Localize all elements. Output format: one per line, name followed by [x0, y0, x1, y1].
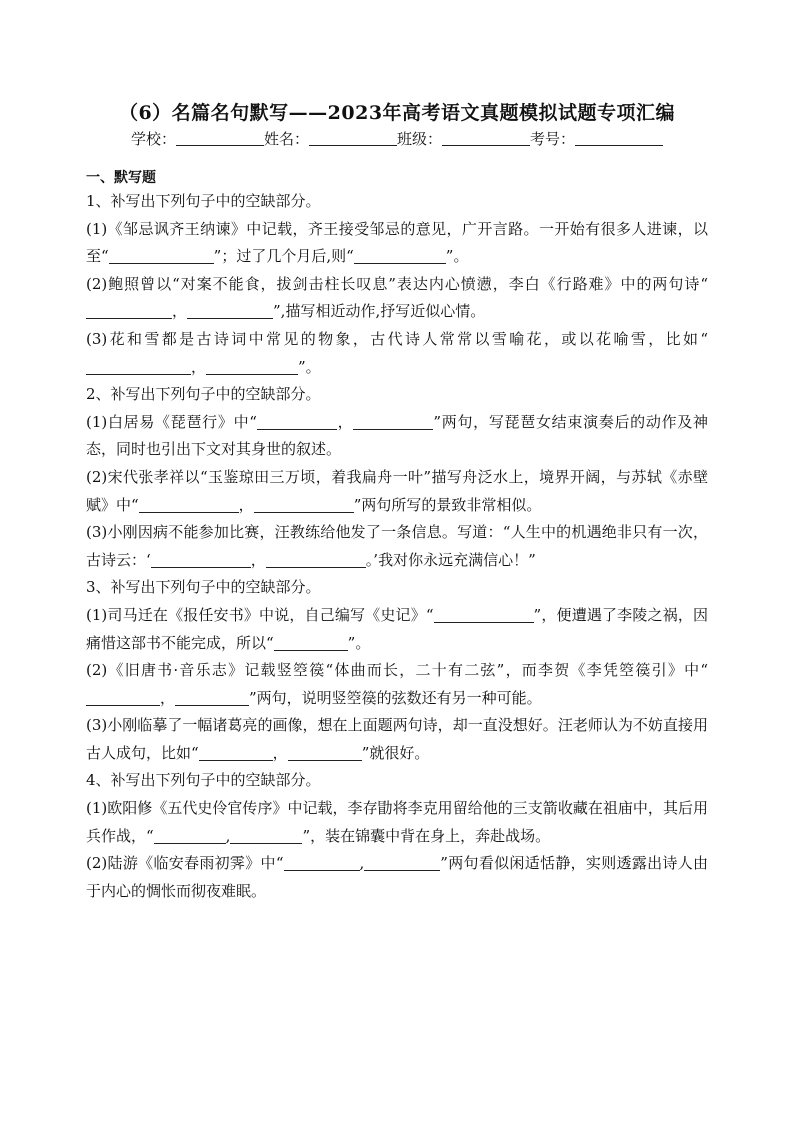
- answer-blank[interactable]: [139, 497, 239, 513]
- question-item: [86, 216, 708, 271]
- answer-blank[interactable]: [254, 497, 354, 513]
- question-text: ”；过了几个月后,则“: [213, 247, 354, 266]
- question-item: [86, 712, 708, 767]
- question-text: (2)《旧唐书·音乐志》记载竖箜篌“体曲而长，二十有二弦”，而李贺《李凭箜篌引》中“: [86, 661, 708, 680]
- question-text: ”两句，说明竖箜篌的弦数还有另一种可能。: [249, 688, 542, 707]
- question-item: [86, 795, 708, 850]
- answer-blank[interactable]: [187, 303, 273, 319]
- page-title: （6）名篇名句默写——2023年高考语文真题模拟试题专项汇编: [118, 102, 676, 124]
- question-text: (2)陆游《临安春雨初霁》中“: [86, 854, 284, 873]
- question-item: [86, 657, 708, 712]
- questions-body: [86, 188, 708, 905]
- name-label: 姓名：: [263, 130, 309, 148]
- question-text: ”两句所写的景致非常相似。: [353, 495, 542, 514]
- question-title: 1、补写出下列句子中的空缺部分。: [86, 192, 321, 210]
- answer-blank[interactable]: [284, 855, 360, 871]
- question-item: [86, 326, 708, 381]
- question-text: ”，便遭遇了李陵之祸，因痛惜这部书不能完成，所以“: [86, 605, 709, 652]
- question-text: ,: [359, 854, 365, 873]
- answer-blank[interactable]: [86, 303, 172, 319]
- answer-blank[interactable]: [257, 414, 337, 430]
- question-text: ”两句看似闲适恬静，实则透露出诗人由于内心的惆怅而彻夜难眠。: [86, 854, 709, 900]
- answer-blank[interactable]: [353, 414, 433, 430]
- id-label: 考号：: [530, 130, 576, 148]
- question-text: (1)司马迁在《报任安书》中说，自己编写《史记》“: [86, 605, 434, 624]
- question-text: ”。: [298, 357, 321, 376]
- question-text: (3)小刚临摹了一幅诸葛亮的画像，想在上面题两句诗，却一直没想好。汪老师认为不妨直接用古人成句，比如“: [86, 716, 708, 762]
- question-item: [86, 464, 708, 519]
- student-info-line: [0, 128, 794, 149]
- class-label: 班级：: [397, 130, 443, 148]
- class-blank[interactable]: [442, 131, 530, 146]
- answer-blank[interactable]: [364, 855, 440, 871]
- question-item: [86, 519, 708, 574]
- answer-blank[interactable]: [230, 828, 302, 844]
- question-text: (2)鲍照曾以“对案不能食，拔剑击柱长叹息”表达内心愤懑，李白《行路难》中的两句诗“: [86, 274, 708, 293]
- section-heading: 一、默写题: [86, 170, 156, 186]
- question-text: (1)白居易《琵琶行》中“: [86, 412, 257, 431]
- question-text: ，: [160, 688, 176, 707]
- answer-blank[interactable]: [154, 828, 226, 844]
- question-item: [86, 271, 708, 326]
- answer-blank[interactable]: [151, 552, 251, 568]
- school-blank[interactable]: [176, 131, 264, 146]
- question-text: ”，装在锦囊中背在身上，奔赴战场。: [302, 826, 551, 845]
- question-text: ，: [238, 495, 254, 514]
- question-text: ”。: [347, 633, 371, 652]
- answer-blank[interactable]: [206, 359, 298, 375]
- question-text: ”。: [445, 247, 469, 266]
- answer-blank[interactable]: [109, 248, 214, 264]
- question-text: ”就很好。: [361, 743, 430, 762]
- answer-blank[interactable]: [288, 745, 362, 761]
- question-text: (3)花和雪都是古诗词中常见的物象，古代诗人常常以雪喻花，或以花喻雪，比如“: [86, 329, 708, 348]
- school-label: 学校：: [130, 130, 176, 148]
- answer-blank[interactable]: [199, 745, 273, 761]
- question-title: 2、补写出下列句子中的空缺部分。: [86, 385, 321, 404]
- answer-blank[interactable]: [354, 248, 446, 264]
- answer-blank[interactable]: [266, 552, 366, 568]
- question-text: (2)宋代张孝祥以“玉鉴琼田三万顷，着我扁舟一叶”描写舟泛水上，境界开阔，与苏轼《赤壁赋》中“: [86, 467, 708, 514]
- question-text: (3)小刚因病不能参加比赛，汪教练给他发了一条信息。写道：“人生中的机遇绝非只有一次，古诗云：‘: [86, 523, 708, 569]
- question-text: ,: [225, 826, 231, 845]
- answer-blank[interactable]: [86, 690, 160, 706]
- answer-blank[interactable]: [175, 690, 249, 706]
- answer-blank[interactable]: [86, 359, 191, 375]
- question-text: ”两句，写琵琶女结束演奏后的动作及神态，同时也引出下文对其身世的叙述。: [86, 412, 708, 459]
- question-text: (1)欧阳修《五代史伶官传序》中记载，李存勖将李克用留给他的三支箭收藏在祖庙中，其后用兵作战，“: [86, 799, 708, 845]
- question-text: ”,描写相近动作,抒写近似心情。: [273, 302, 486, 321]
- id-blank[interactable]: [575, 131, 663, 146]
- question-title: 4、补写出下列句子中的空缺部分。: [86, 771, 321, 790]
- name-blank[interactable]: [309, 131, 397, 146]
- question-item: [86, 602, 708, 657]
- question-text: 。’我对你永远充满信心！”: [365, 550, 536, 569]
- question-item: [86, 850, 708, 905]
- answer-blank[interactable]: [274, 635, 348, 651]
- question-text: ，: [250, 550, 266, 569]
- question-text: ，: [272, 743, 288, 762]
- question-text: (1)《邹忌讽齐王纳谏》中记载，齐王接受邹忌的意见，广开言路。一开始有很多人进谏，以至“: [86, 219, 708, 266]
- question-text: ，: [172, 302, 188, 321]
- answer-blank[interactable]: [434, 607, 534, 623]
- question-item: [86, 409, 708, 464]
- question-text: ，: [336, 412, 354, 431]
- question-text: ，: [191, 357, 207, 376]
- question-title: 3、补写出下列句子中的空缺部分。: [86, 578, 321, 597]
